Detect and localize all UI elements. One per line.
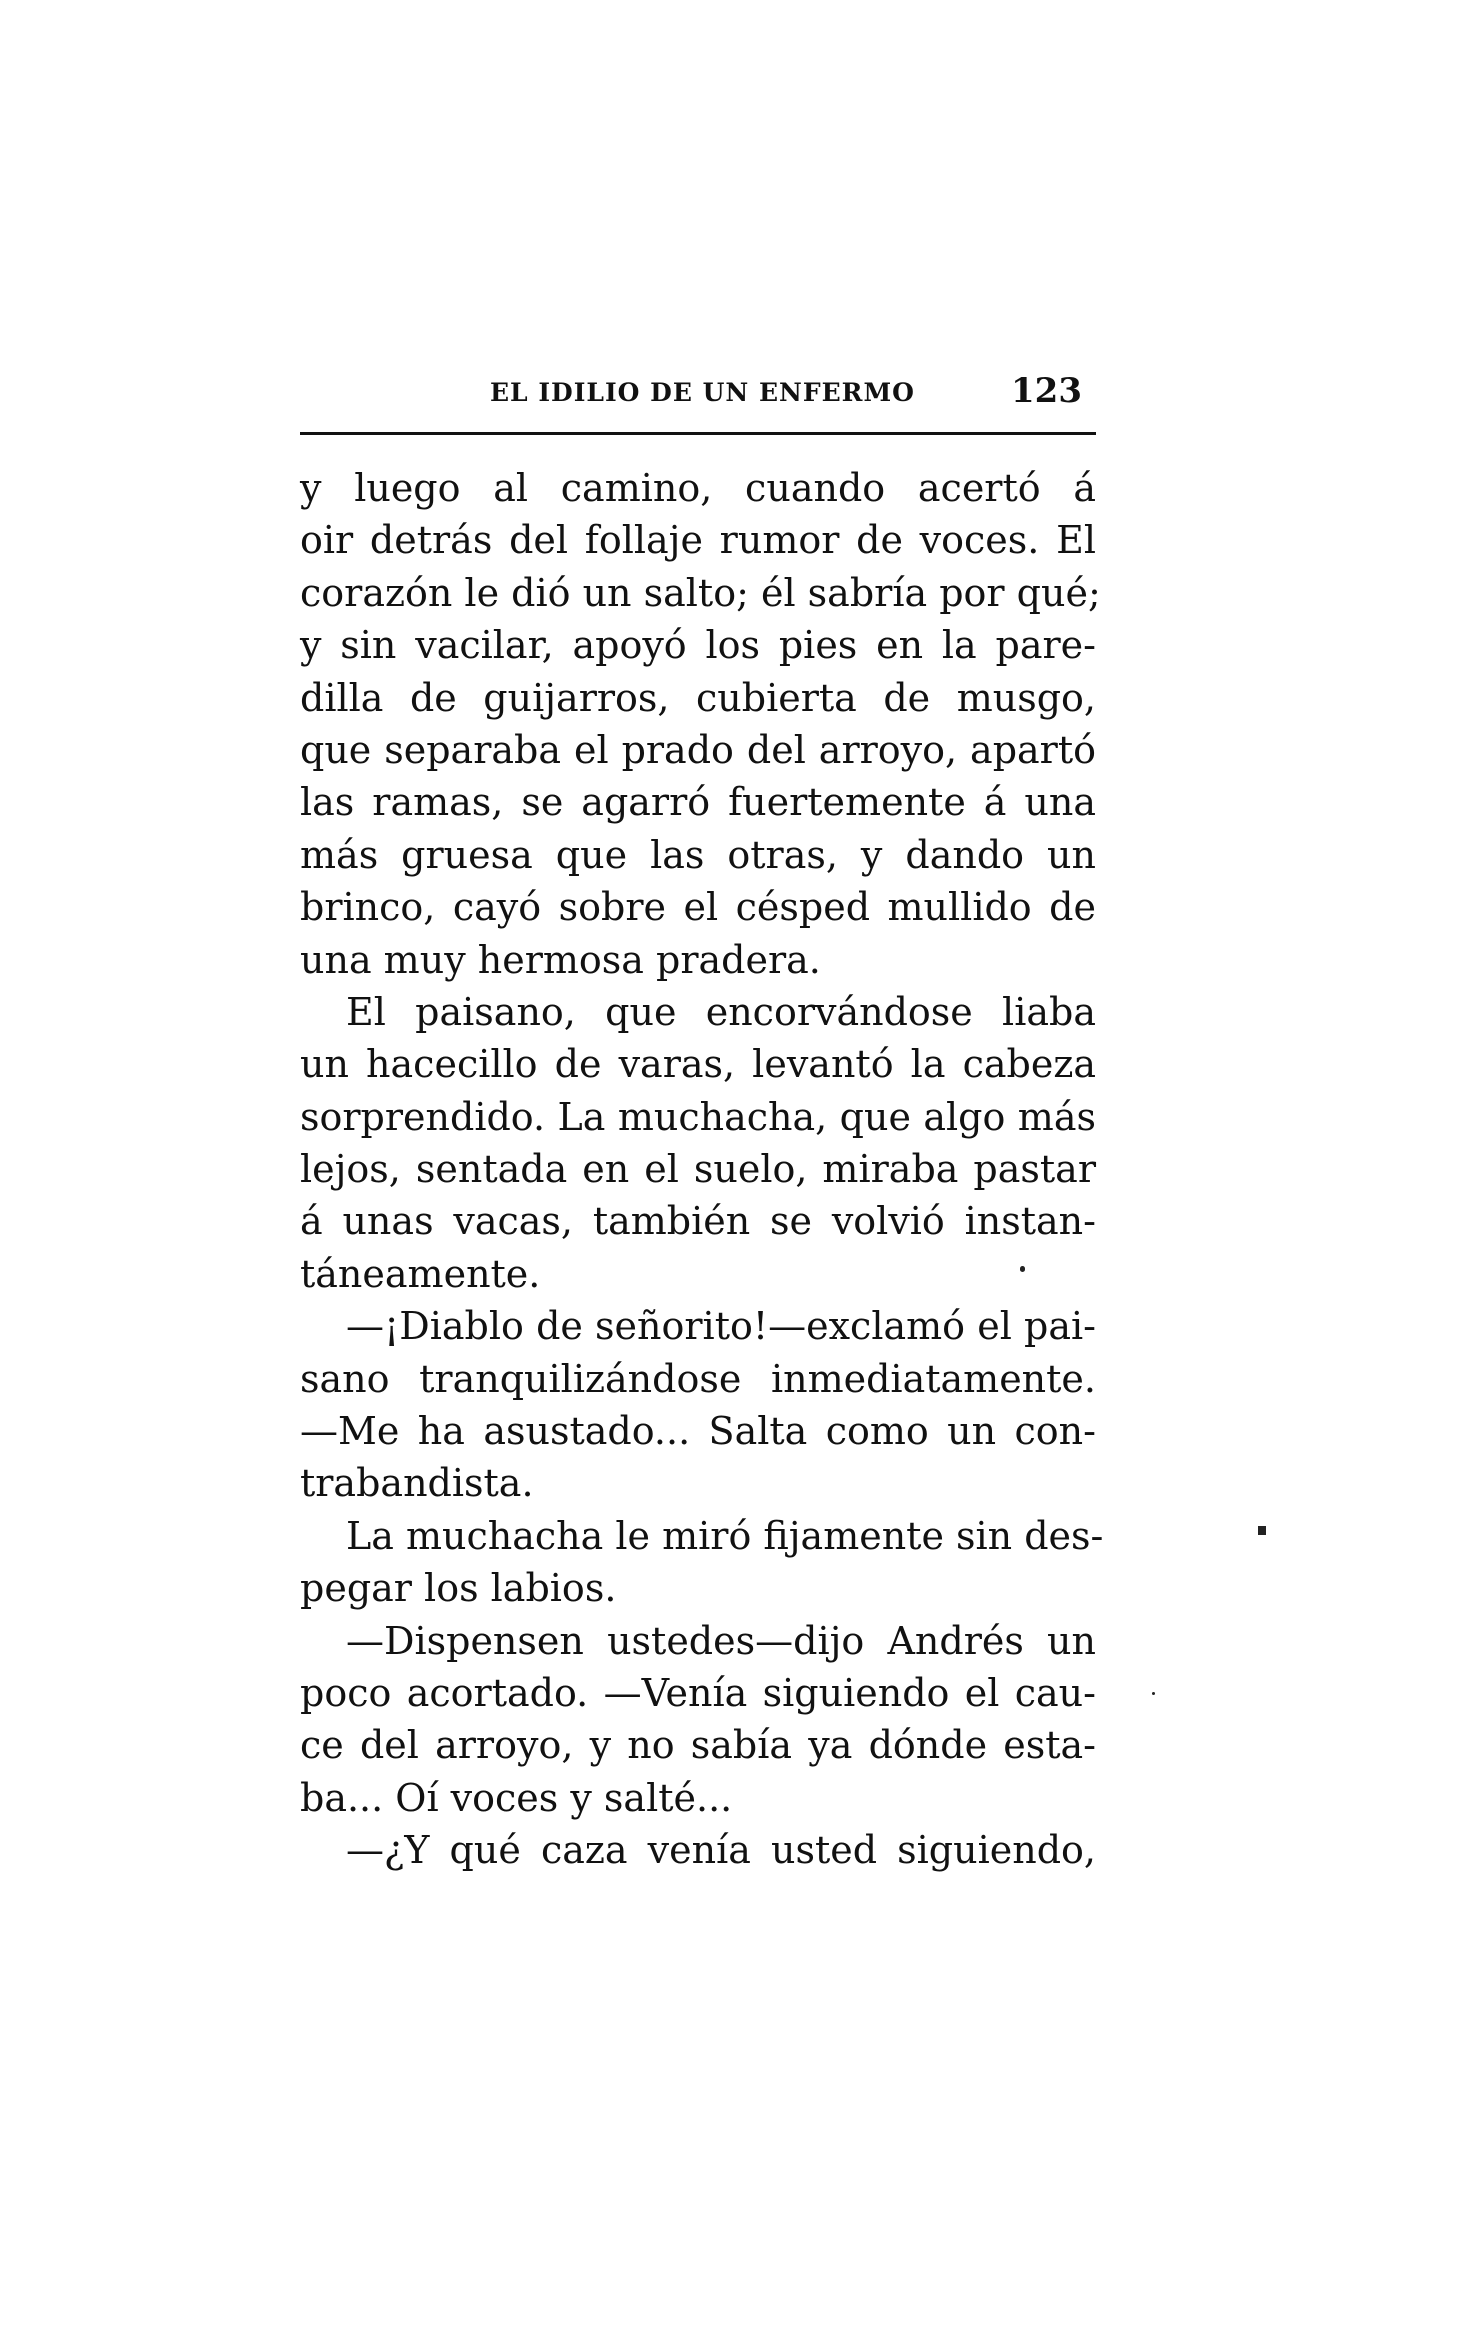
text-line: las ramas, se agarró fuertemente á una	[300, 780, 1096, 825]
text-line: —¡Diablo de señorito!—exclamó el pai-	[346, 1304, 1096, 1349]
text-line: táneamente.	[300, 1251, 541, 1296]
header-rule	[300, 432, 1096, 435]
text-line: sorprendido. La muchacha, que algo más	[300, 1094, 1096, 1139]
text-line: El paisano, que encorvándose liaba	[346, 989, 1096, 1034]
text-line: pegar los labios.	[300, 1566, 617, 1611]
text-line: á unas vacas, también se volvió instan-	[300, 1199, 1096, 1244]
text-line: lejos, sentada en el suelo, miraba pastar	[300, 1147, 1096, 1192]
text-line: que separaba el prado del arroyo, apartó	[300, 727, 1096, 772]
text-line: La muchacha le miró fijamente sin des-	[346, 1513, 1104, 1558]
text-line: y sin vacilar, apoyó los pies en la pare-	[300, 623, 1096, 668]
text-line: —Dispensen ustedes—dijo Andrés un	[346, 1618, 1096, 1663]
text-line: un hacecillo de varas, levantó la cabeza	[300, 1042, 1096, 1087]
text-line: y luego al camino, cuando acertó á	[300, 466, 1096, 510]
ink-speck	[1020, 1266, 1025, 1272]
text-line: —Me ha asustado... Salta como un con-	[300, 1409, 1096, 1454]
text-line: ba... Oí voces y salté...	[300, 1775, 733, 1820]
text-line: corazón le dió un salto; él sabría por qué;	[300, 570, 1101, 615]
ink-speck	[1258, 1526, 1266, 1535]
text-line: dilla de guijarros, cubierta de musgo,	[300, 675, 1096, 720]
text-line: ce del arroyo, y no sabía ya dónde esta-	[300, 1723, 1096, 1768]
text-line: brinco, cayó sobre el césped mullido de	[300, 885, 1096, 930]
text-line: una muy hermosa pradera.	[300, 937, 821, 982]
text-line: —¿Y qué caza venía usted siguiendo,	[346, 1828, 1096, 1873]
running-title: EL IDILIO DE UN ENFERMO	[490, 378, 915, 407]
text-line: trabandista.	[300, 1461, 534, 1506]
body-text	[300, 462, 1104, 1877]
text-line: oir detrás del follaje rumor de voces. El	[300, 518, 1096, 563]
page-number: 123	[1011, 371, 1082, 411]
text-line: más gruesa que las otras, y dando un	[300, 832, 1096, 877]
running-head	[300, 368, 1096, 428]
text-line: sano tranquilizándose inmediatamente.	[300, 1356, 1096, 1401]
text-line: poco acortado. —Venía siguiendo el cau-	[300, 1670, 1096, 1715]
ink-speck	[1152, 1692, 1155, 1695]
